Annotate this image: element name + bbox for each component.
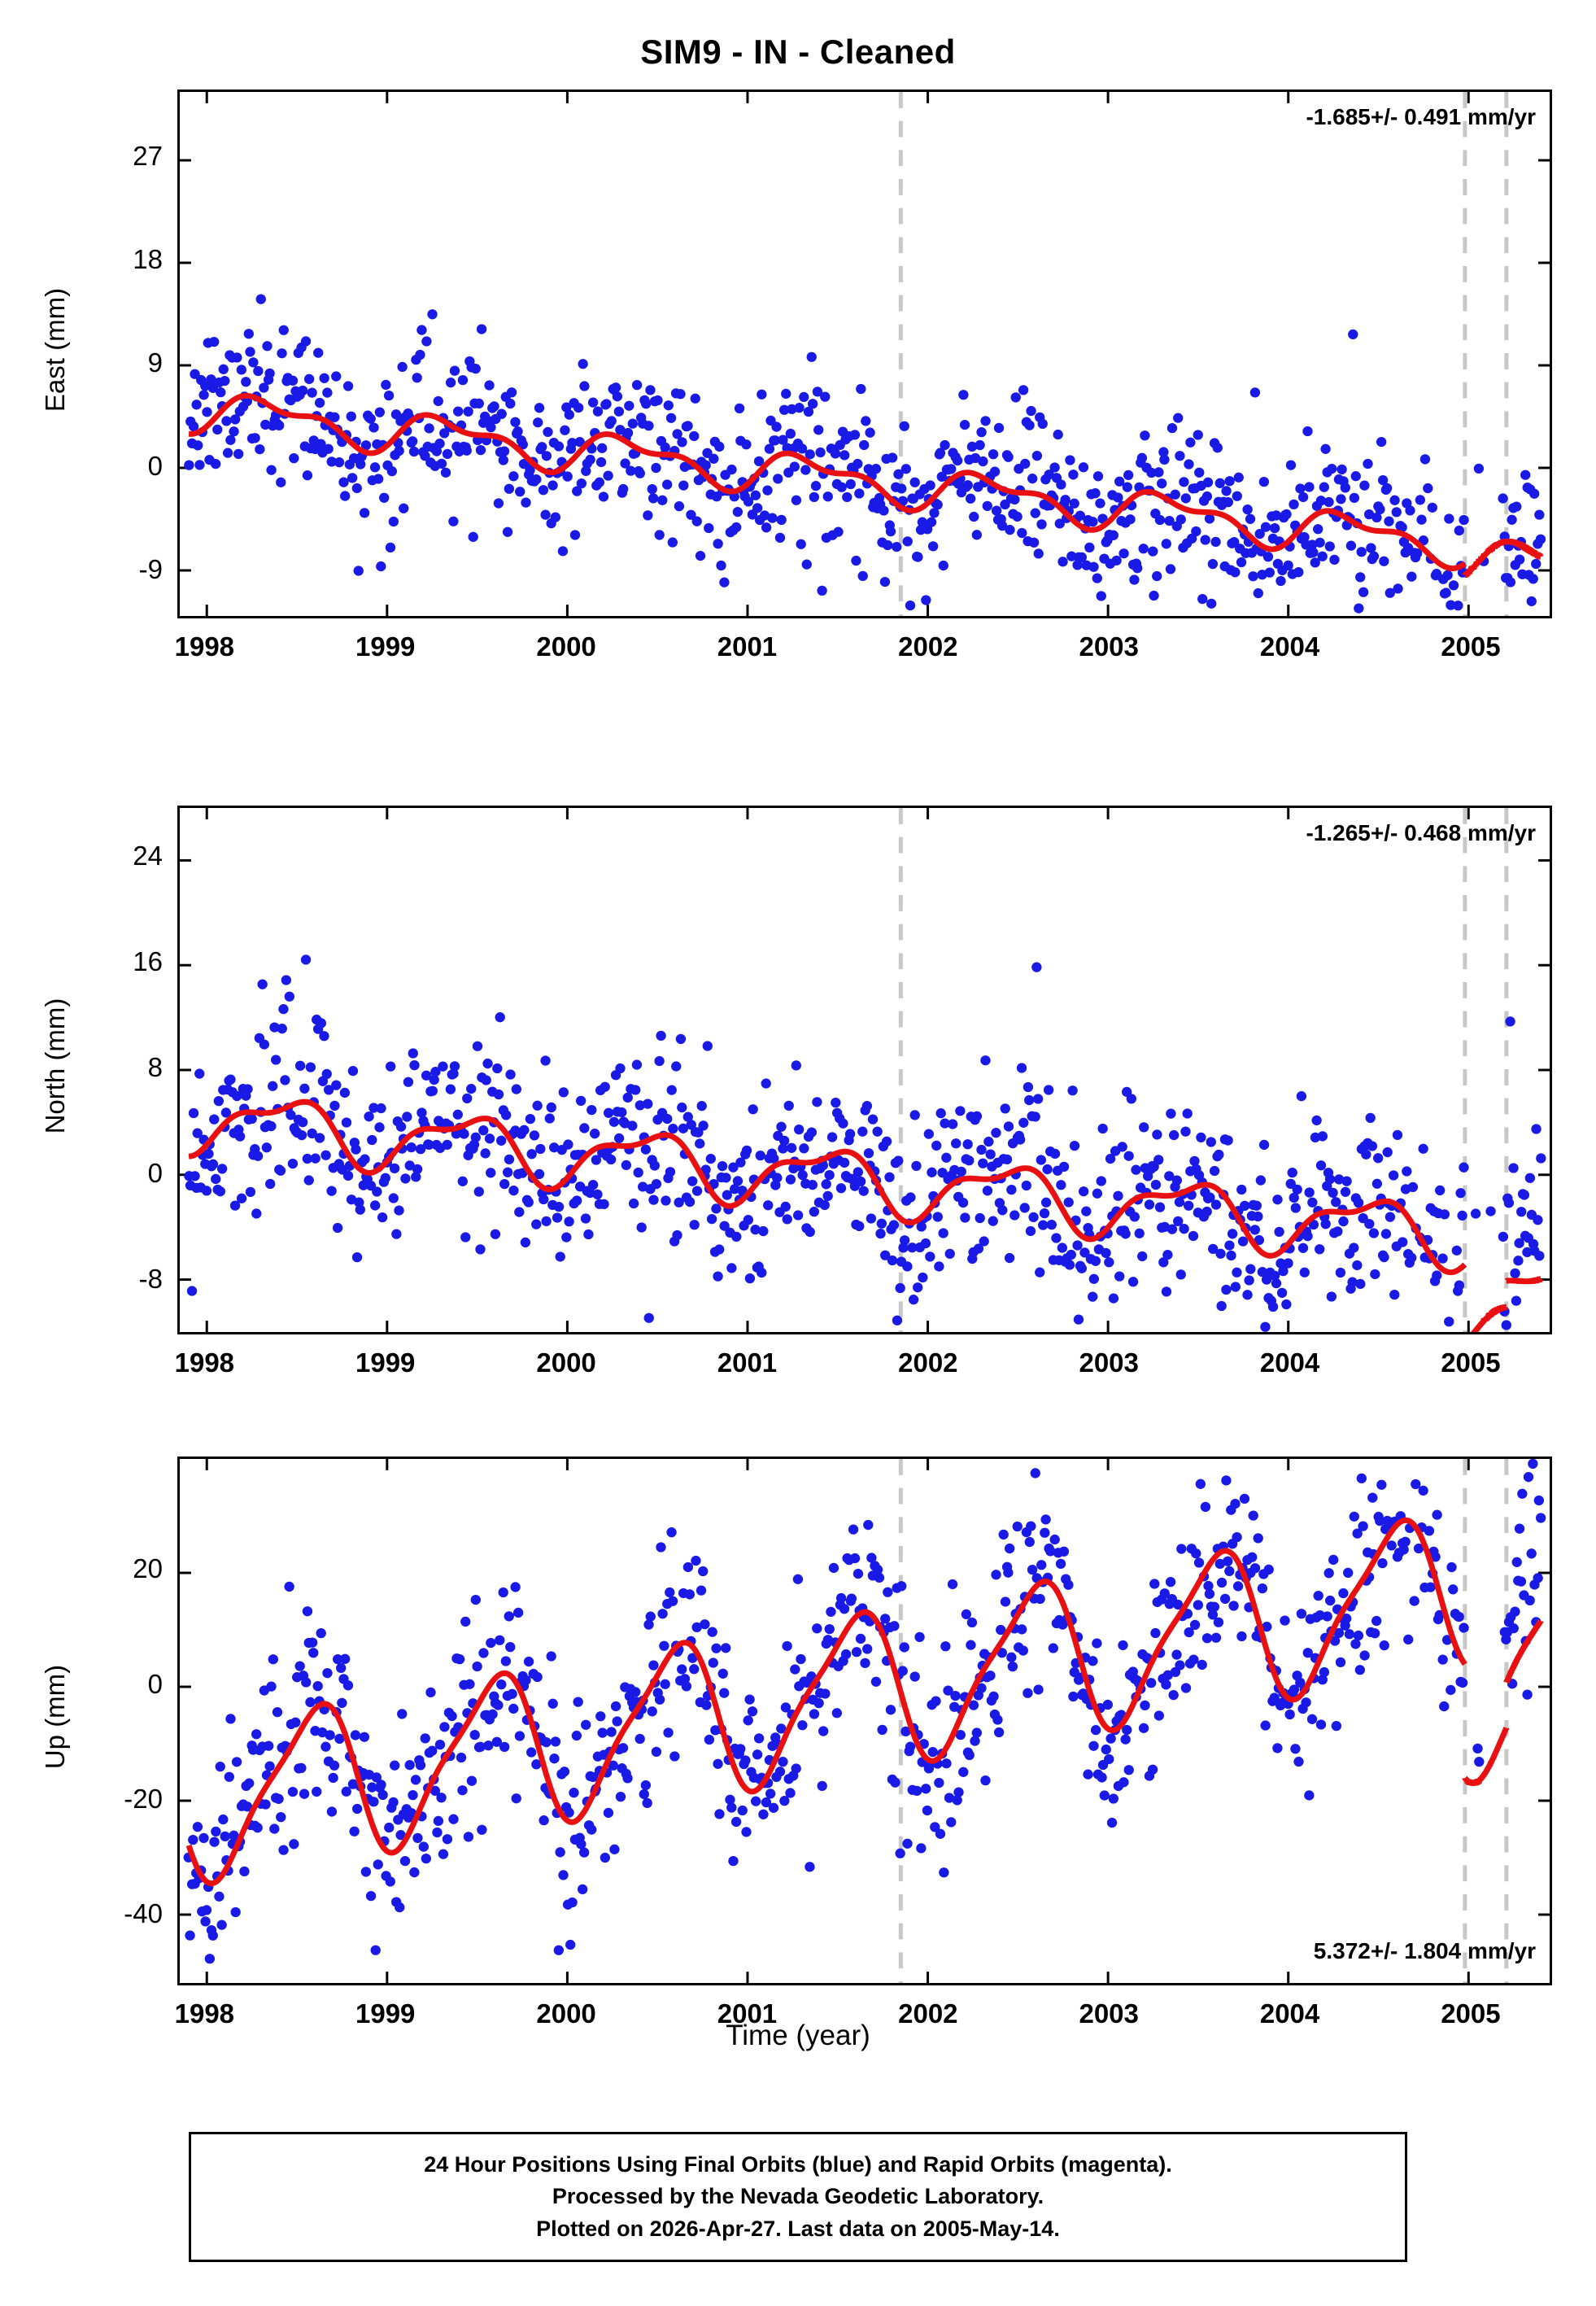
figure-footnote [189,2132,1407,2262]
fit-curve-segment-2 [1507,1279,1541,1282]
north-ytick-2: 8 [147,1052,163,1082]
east-xtick-2001: 2001 [717,631,778,662]
up-axis-label: Up (mm) [40,1664,70,1770]
north-xtick-1998: 1998 [174,1347,235,1378]
east-xtick-2003: 2003 [1079,631,1139,662]
north-xtick-2005: 2005 [1441,1347,1501,1378]
north-plot-area [180,808,1550,1332]
east-xtick-2000: 2000 [536,631,596,662]
east-xtick-2004: 2004 [1259,631,1320,662]
scatter-points [184,1459,1546,1963]
up-xtick-2005: 2005 [1441,1998,1501,2029]
north-ytick-1: 16 [133,946,163,976]
up-xtick-2004: 2004 [1259,1998,1320,2029]
east-plot-area [180,92,1550,616]
east-axis-label: East (mm) [40,287,70,413]
up-xtick-1999: 1999 [355,1998,416,2029]
north-ytick-0: 24 [133,841,163,871]
east-xtick-2002: 2002 [898,631,958,662]
up-xtick-2001: 2001 [717,1998,778,2029]
up-plot-area [180,1459,1550,1983]
up-plot-panel [177,1457,1552,1985]
footnote-line-1: 24 Hour Positions Using Final Orbits (blue) and Rapid Orbits (magenta). [424,2152,1172,2177]
east-xtick-1999: 1999 [355,631,416,662]
up-xtick-2000: 2000 [536,1998,596,2029]
up-ytick-2: -20 [124,1783,163,1814]
east-ytick-2: 9 [147,347,163,378]
east-xtick-2005: 2005 [1441,631,1501,662]
east-ytick-1: 18 [133,243,163,274]
fit-curve-segment-1 [1465,1728,1507,1784]
north-xtick-1999: 1999 [355,1347,416,1378]
scatter-points [184,294,1546,613]
fit-curve-segment-1 [1465,542,1507,575]
x-axis-label: Time (year) [726,2020,870,2051]
north-axis-label: North (mm) [40,998,70,1134]
east-rate-label: -1.685+/- 0.491 mm/yr [1306,104,1536,129]
up-ytick-0: 20 [133,1553,163,1584]
north-xtick-2004: 2004 [1259,1347,1320,1378]
north-xtick-2002: 2002 [898,1347,958,1378]
fit-curve-segment-1 [1465,1307,1507,1332]
up-xtick-1998: 1998 [174,1998,235,2029]
north-xtick-2001: 2001 [717,1347,778,1378]
east-ytick-0: 27 [133,140,163,171]
north-xtick-2000: 2000 [536,1347,596,1378]
north-ytick-4: -8 [138,1264,163,1294]
up-xtick-2003: 2003 [1079,1998,1139,2029]
north-ytick-3: 0 [147,1158,163,1188]
east-ytick-4: -9 [138,554,163,585]
up-ytick-1: 0 [147,1668,163,1699]
east-xtick-1998: 1998 [174,631,235,662]
east-plot-panel [177,90,1552,618]
up-xtick-2002: 2002 [898,1998,958,2029]
footnote-line-3: Plotted on 2026-Apr-27. Last data on 2005-May-14. [536,2216,1060,2241]
north-xtick-2003: 2003 [1079,1347,1139,1378]
up-rate-label: 5.372+/- 1.804 mm/yr [1313,1938,1536,1963]
up-ytick-3: -40 [124,1898,163,1929]
north-rate-label: -1.265+/- 0.468 mm/yr [1306,820,1536,845]
page-title: SIM9 - IN - Cleaned [640,33,956,71]
footnote-line-2: Processed by the Nevada Geodetic Laboratory. [552,2184,1044,2209]
scatter-points [184,954,1546,1332]
east-ytick-3: 0 [147,451,163,482]
north-plot-panel [177,806,1552,1334]
